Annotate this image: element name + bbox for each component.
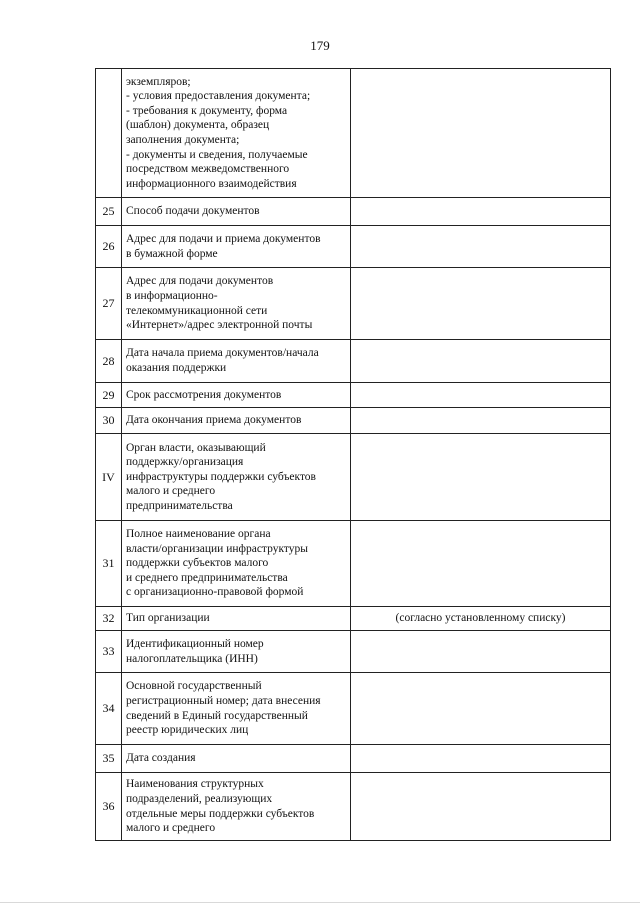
form-table-body: [96, 69, 611, 841]
row-value: [351, 383, 611, 408]
row-value: [351, 268, 611, 340]
row-number: 30: [96, 408, 122, 434]
table-row: [96, 607, 611, 631]
table-row: [96, 340, 611, 383]
row-value: [351, 226, 611, 268]
row-number: 25: [96, 198, 122, 226]
row-value: [351, 745, 611, 773]
table-row: [96, 773, 611, 841]
row-value: [351, 340, 611, 383]
table-row: [96, 198, 611, 226]
row-value: [351, 434, 611, 521]
page-bottom-edge: [0, 902, 640, 903]
row-label: Наименования структурных подразделений, реализующих отдельные меры поддержки субъектов малого и среднего: [122, 773, 351, 841]
row-label: Адрес для подачи документов в информационно- телекоммуникационной сети «Интернет»/адрес электронной почты: [122, 268, 351, 340]
row-label: экземпляров; - условия предоставления документа; - требования к документу, форма (шаблон) документа, образец заполнения документа; - документы и сведения, получаемые посредством межведомственного информационного взаимодействия: [122, 69, 351, 198]
row-value: [351, 631, 611, 673]
row-label: Дата начала приема документов/начала оказания поддержки: [122, 340, 351, 383]
row-label: Полное наименование органа власти/организации инфраструктуры поддержки субъектов малого и среднего предпринимательства с организационно-правовой формой: [122, 521, 351, 607]
row-number: 26: [96, 226, 122, 268]
row-value: [351, 198, 611, 226]
row-number: IV: [96, 434, 122, 521]
table-row: [96, 673, 611, 745]
row-value: [351, 69, 611, 198]
row-number: 36: [96, 773, 122, 841]
row-label: Дата создания: [122, 745, 351, 773]
table-row: [96, 408, 611, 434]
row-value: (согласно установленному списку): [351, 607, 611, 631]
row-label: Дата окончания приема документов: [122, 408, 351, 434]
row-number: 32: [96, 607, 122, 631]
row-label: Идентификационный номер налогоплательщика (ИНН): [122, 631, 351, 673]
row-value: [351, 673, 611, 745]
table-row: [96, 69, 611, 198]
row-number: 28: [96, 340, 122, 383]
row-number: 29: [96, 383, 122, 408]
row-label: Адрес для подачи и приема документов в бумажной форме: [122, 226, 351, 268]
row-number: 34: [96, 673, 122, 745]
row-number: 27: [96, 268, 122, 340]
form-table: [95, 68, 611, 841]
row-value: [351, 408, 611, 434]
row-number: 35: [96, 745, 122, 773]
row-value: [351, 521, 611, 607]
row-label: Тип организации: [122, 607, 351, 631]
table-row: [96, 521, 611, 607]
table-row: [96, 631, 611, 673]
row-number: 31: [96, 521, 122, 607]
table-row: [96, 226, 611, 268]
row-number: [96, 69, 122, 198]
row-number: 33: [96, 631, 122, 673]
table-row: [96, 434, 611, 521]
table-row: [96, 268, 611, 340]
row-label: Орган власти, оказывающий поддержку/организация инфраструктуры поддержки субъектов малого и среднего предпринимательства: [122, 434, 351, 521]
row-label: Основной государственный регистрационный номер; дата внесения сведений в Единый государственный реестр юридических лиц: [122, 673, 351, 745]
table-row: [96, 383, 611, 408]
table-row: [96, 745, 611, 773]
row-label: Способ подачи документов: [122, 198, 351, 226]
row-label: Срок рассмотрения документов: [122, 383, 351, 408]
page-number: 179: [310, 38, 330, 53]
row-value: [351, 773, 611, 841]
